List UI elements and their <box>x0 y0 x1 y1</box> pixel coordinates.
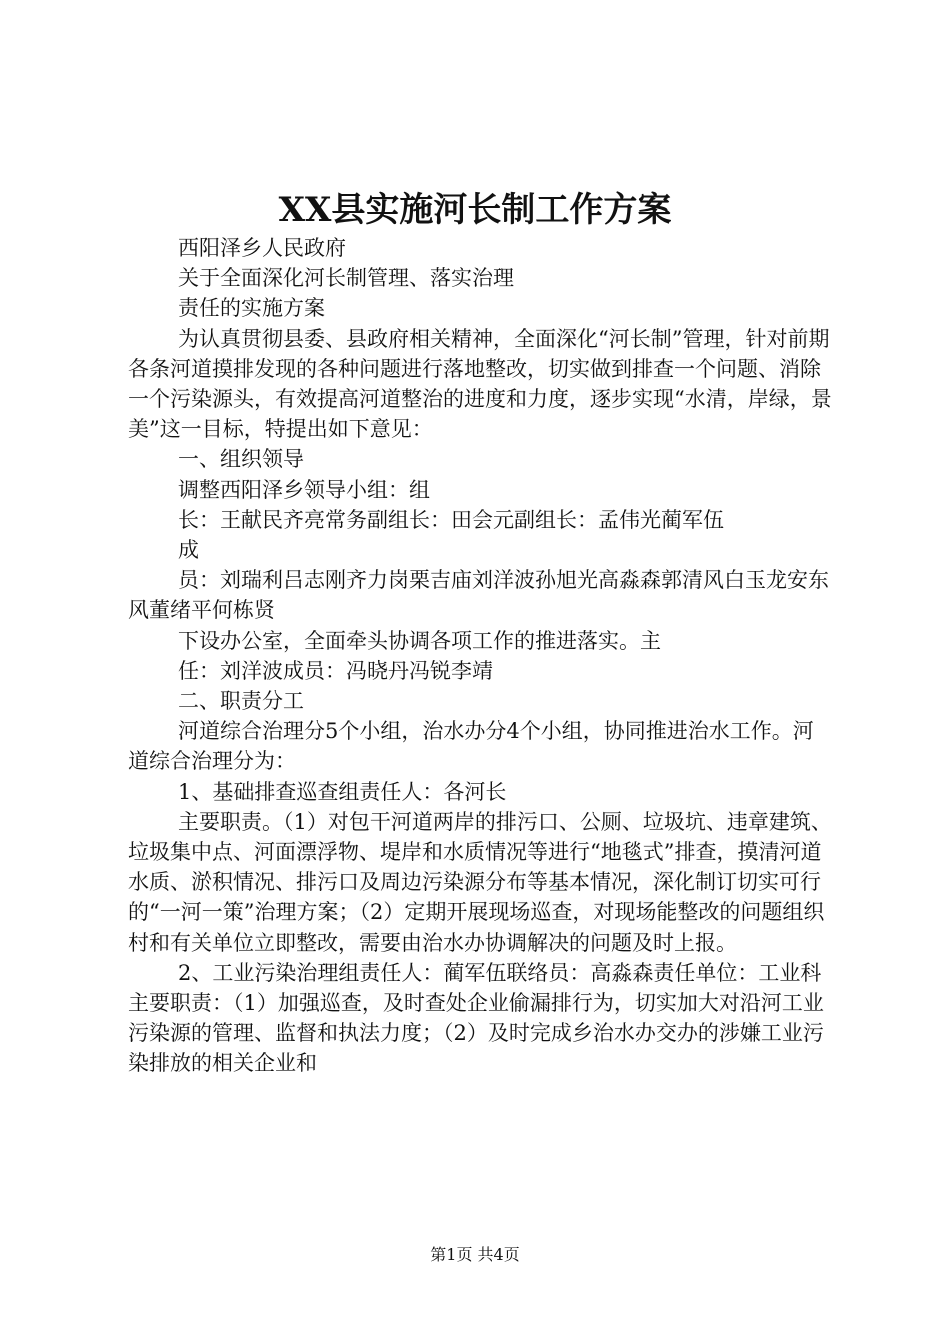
document-body <box>128 233 833 1079</box>
page-footer: 第1页 共4页 <box>430 1245 520 1264</box>
paragraph: 2、工业污染治理组责任人：蔺军伍联络员：高淼森责任单位：工业科主要职责：（1）加强巡查，及时查处企业偷漏排行为，切实加大对沿河工业污染源的管理、监督和执法力度；（2）及时完成乡治水办交办的涉嫌工业污染排放的相关企业和 <box>128 960 824 1076</box>
paragraph: 长：王献民齐亮常务副组长：田会元副组长：孟伟光蔺军伍 <box>178 507 724 532</box>
paragraph-subtitle-1: 关于全面深化河长制管理、落实治理 <box>178 266 514 291</box>
paragraph: 成 <box>178 538 199 563</box>
paragraph: 主要职责。（1）对包干河道两岸的排污口、公厕、垃圾坑、违章建筑、垃圾集中点、河面漂浮物、堤岸和水质情况等进行“地毯式”排查，摸清河道水质、淤积情况、排污口及周边污染源分布等基本情况，深化制订切实可行的“一河一策”治理方案；（2）定期开展现场巡查，对现场能整改的问题组织村和有关单位立即整改，需要由治水办协调解决的问题及时上报。 <box>128 809 832 955</box>
paragraph: 任：刘洋波成员：冯晓丹冯锐李靖 <box>178 658 493 683</box>
section-heading-organization: 一、组织领导 <box>178 447 304 472</box>
document-title: XX县实施河长制工作方案 <box>278 190 672 230</box>
paragraph-issuer: 西阳泽乡人民政府 <box>178 236 346 260</box>
paragraph: 1、基础排查巡查组责任人：各河长 <box>178 779 507 804</box>
paragraph: 员：刘瑞利吕志刚齐力岗栗吉庙刘洋波孙旭光高淼森郭清风白玉龙安东风董绪平何栋贤 <box>128 568 829 623</box>
section-heading-duties: 二、职责分工 <box>178 689 304 714</box>
paragraph: 下设办公室，全面牵头协调各项工作的推进落实。主 <box>178 628 661 653</box>
paragraph: 调整西阳泽乡领导小组：组 <box>178 477 430 502</box>
paragraph-intro: 为认真贯彻县委、县政府相关精神，全面深化“河长制”管理，针对前期各条河道摸排发现的各种问题进行落地整改，切实做到排查一个问题、消除一个污染源头，有效提高河道整治的进度和力度，逐步实现“水清，岸绿，景美”这一目标，特提出如下意见： <box>128 326 832 442</box>
paragraph: 河道综合治理分5个小组，治水办分4个小组，协同推进治水工作。河道综合治理分为： <box>128 719 814 774</box>
paragraph-subtitle-2: 责任的实施方案 <box>178 296 325 321</box>
